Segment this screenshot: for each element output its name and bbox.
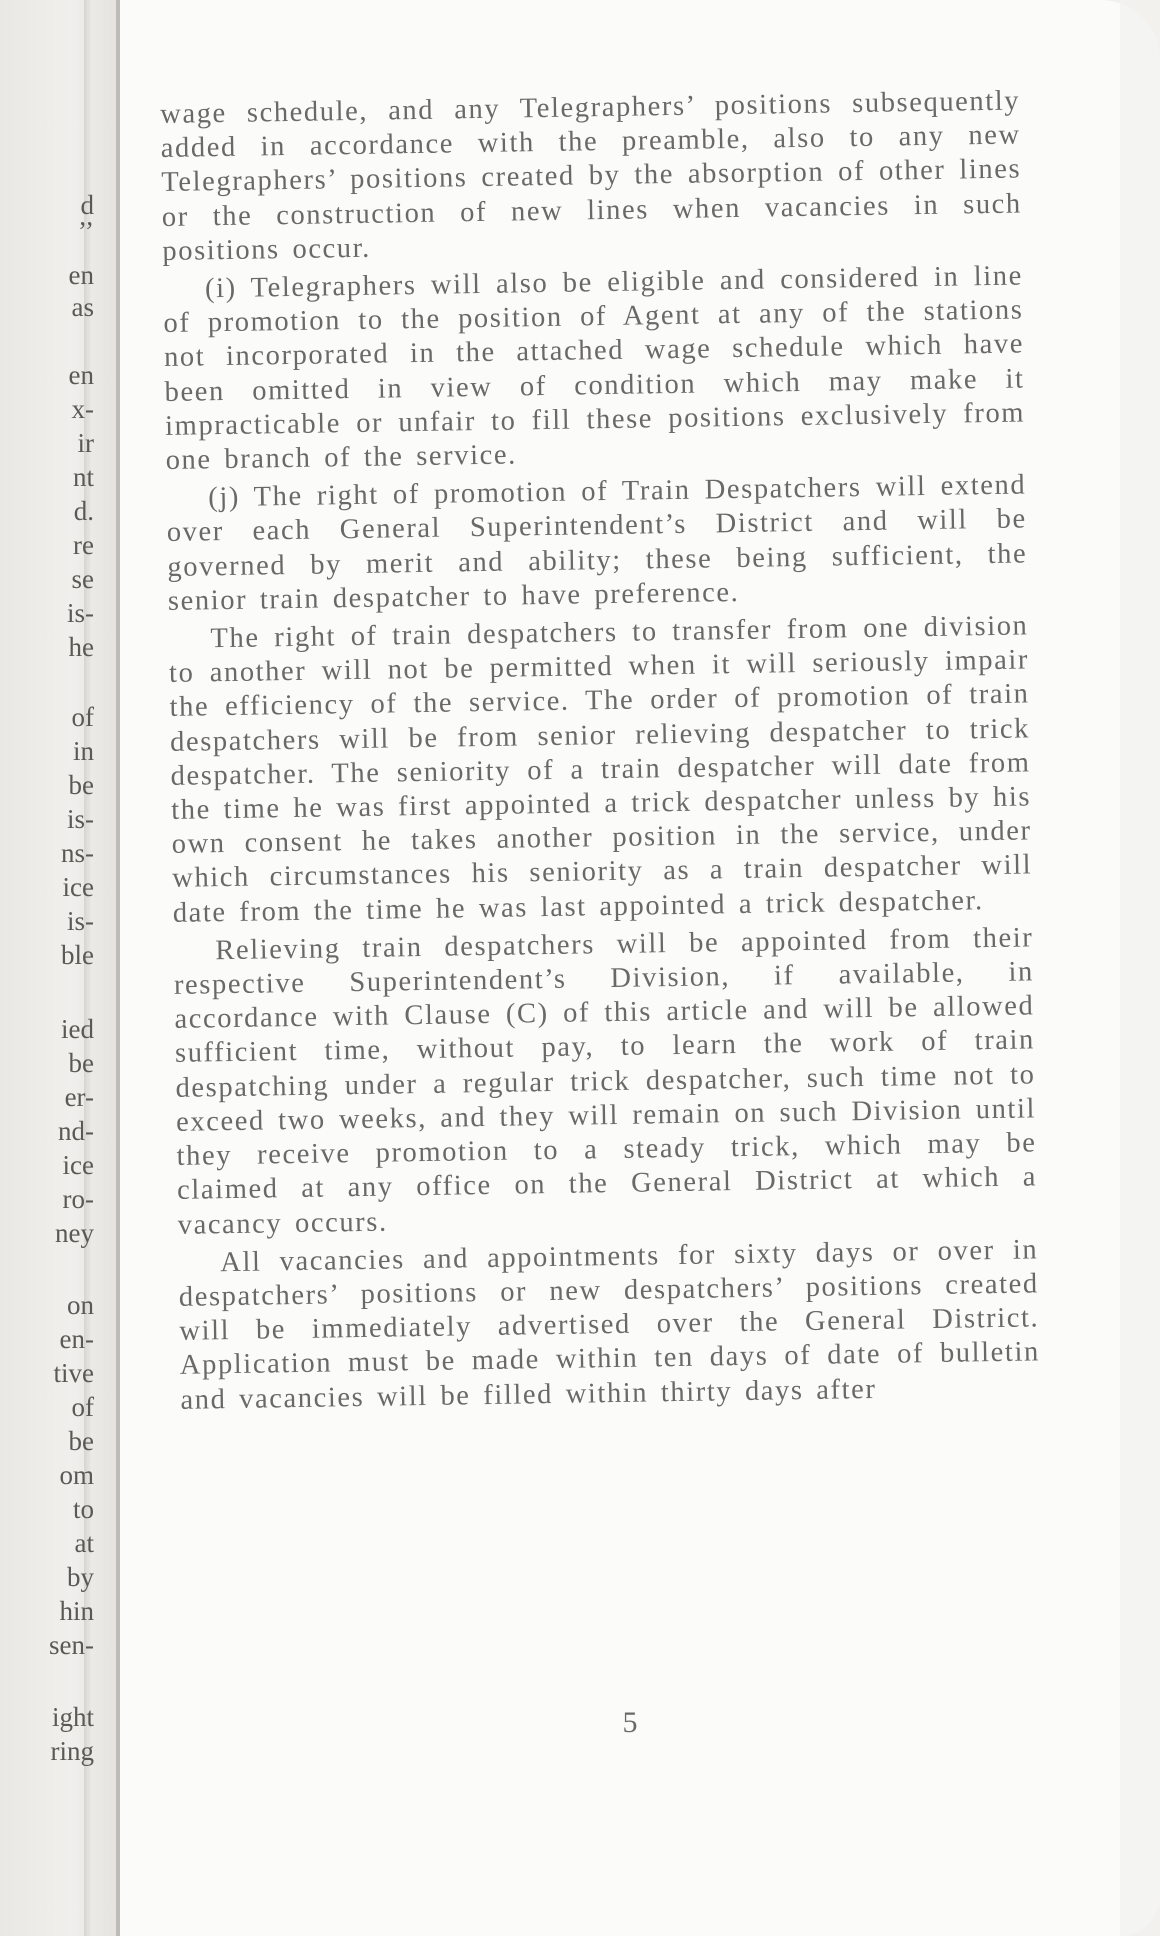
body-text [160,84,1041,1421]
paragraph: The right of train despatchers to transfer from one division to another will not be permitted when it will seriously impair the efficiency of the service. The order of promotion of train despatchers will be from senior relieving despatcher to trick despatcher. The seniority of a train despatcher will date from the time he was first appointed a trick despatcher unless by his own consent he takes another position in the service, under which circumstances his seniority as a train despatcher will date from the time he was last appointed a trick despatcher. [168,610,1033,929]
paragraph: (j) The right of promotion of Train Despatchers will extend over each General Superintendent’s District and will be governed by merit and ability; these being sufficient, the senior train despatcher to have preference. [166,469,1028,617]
left-page-fragment: en- [59,1324,94,1354]
left-page-fragment: ring [50,1736,94,1766]
left-page-fragment: to [72,1494,94,1524]
left-page-fragment: in [72,736,94,766]
left-page-fragment: is- [67,906,94,936]
left-page-fragment: x- [71,394,94,424]
left-page-fragment: be [68,1048,94,1078]
left-page-fragment: ns- [61,838,94,868]
page-edge-shading [1120,0,1160,1936]
left-page-fragment: is- [67,598,94,628]
page-number: 5 [622,1706,638,1739]
left-page-fragment: er- [64,1082,94,1112]
left-page-edge [0,0,118,1936]
left-page-fragment: on [67,1290,94,1320]
left-page-fragment: he [68,632,94,662]
left-page-fragment: ice [62,872,94,902]
left-page-fragment: as [71,292,94,322]
left-page-fragment: ice [62,1150,94,1180]
paragraph: wage schedule, and any Telegraphers’ positions subsequently added in accordance with the preamble, also to any new Telegraphers’ positions created by the absorption of other lines or the construction of new lines when vacancies in such positions occur. [160,85,1023,267]
paragraph: All vacancies and appointments for sixty days or over in despatchers’ positions or new despatchers’ positions created will be immediately advertised over the General District. Application must be made within ten days of date of bulletin and vacancies will be filled within thirty days after [178,1234,1041,1416]
left-page-fragment: be [68,770,94,800]
left-page-fragment: nd- [58,1116,94,1146]
right-page [120,0,1160,1936]
left-page-fragment: ied [61,1014,94,1044]
left-page-fragment: hin [59,1596,94,1626]
left-page-fragment: ney [55,1218,94,1248]
left-page-fragment: by [67,1562,94,1592]
left-page-fragment: ir [77,428,94,458]
left-page-fragment: at [74,1528,94,1558]
left-page-fragment: en [68,360,94,390]
left-page-fragment: ’’ [78,216,94,246]
left-page-fragment: sen- [49,1630,94,1660]
left-page-fragment: ro- [62,1184,94,1214]
left-page-fragment: se [71,564,94,594]
left-page-fragment: en [68,260,94,290]
left-page-fragment: tive [53,1358,94,1388]
left-page-fragment: re [73,530,94,560]
left-page-fragment: d [80,190,94,220]
left-page-fragment: of [71,702,94,732]
left-page-fragment: ight [51,1702,94,1732]
left-page-fragment: be [68,1426,94,1456]
left-page-fragment: d. [73,496,94,526]
left-page-fragment: nt [72,462,94,492]
paragraph: Relieving train despatchers will be appointed from their respective Superintendent’s Division, if available, in accordance with Clause (C) of this article and will be allowed sufficient time, without pay, to learn the work of train despatching under a regular trick despatcher, such time not to exceed two weeks, and they will remain on such Division until they receive promotion to a steady trick, which may be claimed at any office on the General District at which a vacancy occurs. [173,922,1038,1241]
left-page-fragment: of [71,1392,94,1422]
left-page-fragment: ble [61,940,94,970]
left-page-fragment: om [59,1460,94,1490]
paragraph: (i) Telegraphers will also be eligible and considered in line of promotion to the position of Agent at any of the stations not incorporated in the attached wage schedule which have been omitted in view of condition which may make it impracticable or unfair to fill these positions exclusively from one branch of the service. [163,260,1026,476]
left-page-fragment: is- [67,804,94,834]
